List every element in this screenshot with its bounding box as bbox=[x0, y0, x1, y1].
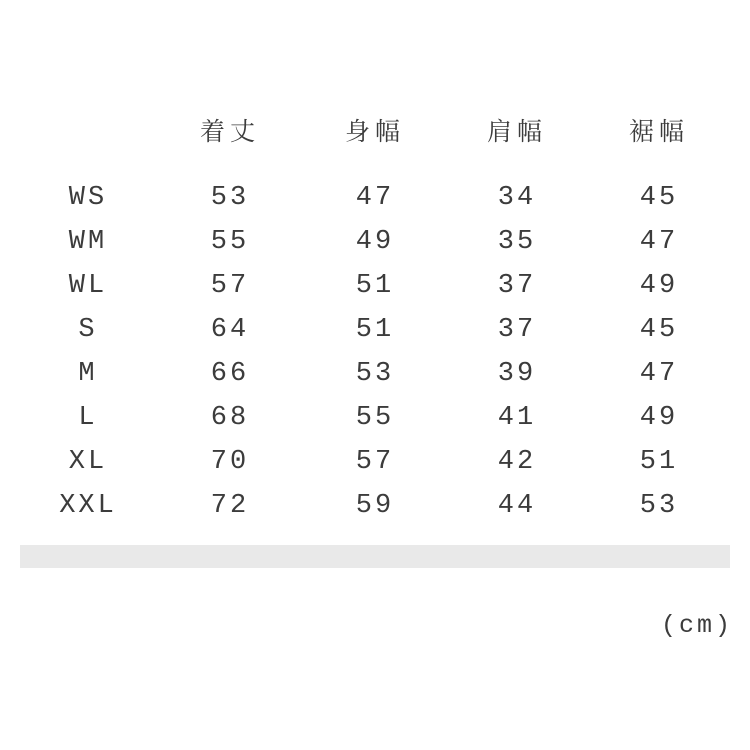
body-width-value: 59 bbox=[355, 491, 395, 521]
size-label: XL bbox=[68, 447, 108, 477]
shoulder-width-value: 39 bbox=[497, 359, 537, 389]
table-row bbox=[0, 440, 750, 484]
body-width-value: 51 bbox=[355, 315, 395, 345]
length-value: 64 bbox=[210, 315, 250, 345]
body-width-value: 55 bbox=[355, 403, 395, 433]
size-label: M bbox=[78, 359, 98, 389]
size-label: XXL bbox=[59, 491, 117, 521]
hem-width-value: 49 bbox=[639, 403, 679, 433]
shoulder-width-value: 37 bbox=[497, 315, 537, 345]
divider-bar bbox=[20, 545, 730, 568]
table-header-row bbox=[0, 108, 750, 152]
column-header-hem-width: 裾幅 bbox=[628, 118, 689, 146]
table-row bbox=[0, 352, 750, 396]
table-row bbox=[0, 308, 750, 352]
table-row bbox=[0, 484, 750, 528]
length-value: 68 bbox=[210, 403, 250, 433]
size-label: WL bbox=[68, 271, 108, 301]
body-width-value: 47 bbox=[355, 183, 395, 213]
size-label: WS bbox=[68, 183, 108, 213]
hem-width-value: 53 bbox=[639, 491, 679, 521]
body-width-value: 53 bbox=[355, 359, 395, 389]
column-header-length: 着丈 bbox=[199, 118, 260, 146]
table-row bbox=[0, 396, 750, 440]
shoulder-width-value: 42 bbox=[497, 447, 537, 477]
size-label: WM bbox=[68, 227, 108, 257]
unit-label: (cm) bbox=[660, 611, 733, 640]
body-width-value: 51 bbox=[355, 271, 395, 301]
hem-width-value: 45 bbox=[639, 183, 679, 213]
length-value: 72 bbox=[210, 491, 250, 521]
column-header-body-width: 身幅 bbox=[344, 118, 405, 146]
length-value: 57 bbox=[210, 271, 250, 301]
body-width-value: 49 bbox=[355, 227, 395, 257]
table-row bbox=[0, 220, 750, 264]
hem-width-value: 47 bbox=[639, 359, 679, 389]
shoulder-width-value: 35 bbox=[497, 227, 537, 257]
shoulder-width-value: 37 bbox=[497, 271, 537, 301]
length-value: 70 bbox=[210, 447, 250, 477]
length-value: 53 bbox=[210, 183, 250, 213]
hem-width-value: 51 bbox=[639, 447, 679, 477]
length-value: 55 bbox=[210, 227, 250, 257]
shoulder-width-value: 41 bbox=[497, 403, 537, 433]
size-label: S bbox=[78, 315, 98, 345]
table-row bbox=[0, 264, 750, 308]
size-label: L bbox=[78, 403, 98, 433]
table-row bbox=[0, 176, 750, 220]
table-body bbox=[0, 176, 750, 528]
shoulder-width-value: 34 bbox=[497, 183, 537, 213]
body-width-value: 57 bbox=[355, 447, 395, 477]
size-chart-table bbox=[0, 108, 750, 528]
column-header-shoulder-width: 肩幅 bbox=[486, 118, 547, 146]
length-value: 66 bbox=[210, 359, 250, 389]
hem-width-value: 49 bbox=[639, 271, 679, 301]
hem-width-value: 47 bbox=[639, 227, 679, 257]
shoulder-width-value: 44 bbox=[497, 491, 537, 521]
hem-width-value: 45 bbox=[639, 315, 679, 345]
